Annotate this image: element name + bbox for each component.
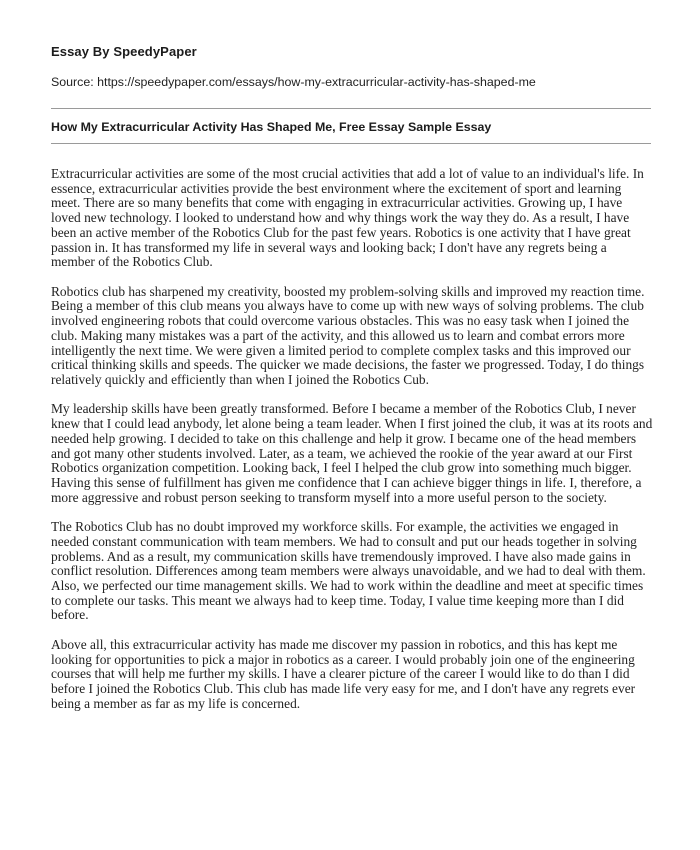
essay-body (51, 167, 653, 726)
top-divider (51, 108, 651, 109)
essay-title: How My Extracurricular Activity Has Shaped Me, Free Essay Sample Essay (51, 120, 492, 134)
essay-author-heading: Essay By SpeedyPaper (51, 44, 197, 59)
bottom-divider (51, 143, 651, 144)
paragraph-5: Above all, this extracurricular activity has made me discover my passion in robotics, and this has kept me looking for opportunities to pick a major in robotics as a career. I would probably join one of the engineering courses that will help me further my skills. I have a clearer picture of the career I would like to do than I did before I joined the Robotics Club. This club has made life very easy for me, and I don't have any regrets ever being a member as far as my life is concerned. (51, 636, 636, 711)
paragraph-3: My leadership skills have been greatly transformed. Before I became a member of the Robotics Club, I never knew that I could lead anybody, let alone being a team leader. When I first joined the club, it was at its roots and needed help growing. I decided to take on this challenge and help it grow. I became one of the head members and got many other students involved. Later, as a team, we achieved the rookie of the year award at our First Robotics organization competition. Looking back, I feel I helped the club grow into something much bigger. Having this sense of fulfillment has given me confidence that I can achieve bigger things in life. I, therefore, a more aggressive and robust person seeking to transform myself into a more useful person to the society. (51, 401, 653, 505)
paragraph-4: The Robotics Club has no doubt improved my workforce skills. For example, the activities we engaged in needed constant communication with team members. We had to consult and put our heads together in solving problems. And as a result, my communication skills have tremendously improved. I have also made gains in conflict resolution. Differences among team members were always unavoidable, and we had to deal with them. Also, we perfected our time management skills. We had to work within the deadline and meet at specific times to complete our tasks. This meant we always had to keep time. Today, I value time keeping more than I did before. (51, 519, 646, 623)
paragraph-2: Robotics club has sharpened my creativity, boosted my problem-solving skills and improved my reaction time. Being a member of this club means you always have to come up with new ways of solving problems. The club involved engineering robots that could overcome various obstacles. This was no easy task when I joined the club. Making many mistakes was a part of the activity, and this allowed us to learn and combat errors more intelligently the next time. We were given a limited period to complete complex tasks and this improved our critical thinking skills and speeds. The quicker we made decisions, the faster we progressed. Today, I do things relatively quickly and efficiently than when I joined the Robotics Cub. (51, 283, 645, 387)
paragraph-1: Extracurricular activities are some of the most crucial activities that add a lot of value to an individual's life. In essence, extracurricular activities provide the best environment where the excitement of sport and learning meet. There are so many benefits that come with engaging in extracurricular activities. Growing up, I have loved new technology. I looked to understand how and why things work the way they do. As a result, I have been an active member of the Robotics Club for the past few years. Robotics is one activity that I have great passion in. It has transformed my life in several ways and looking back; I don't have any regrets being a member of the Robotics Club. (51, 166, 644, 270)
source-url: Source: https://speedypaper.com/essays/how-my-extracurricular-activity-has-shaped-me (51, 75, 536, 89)
